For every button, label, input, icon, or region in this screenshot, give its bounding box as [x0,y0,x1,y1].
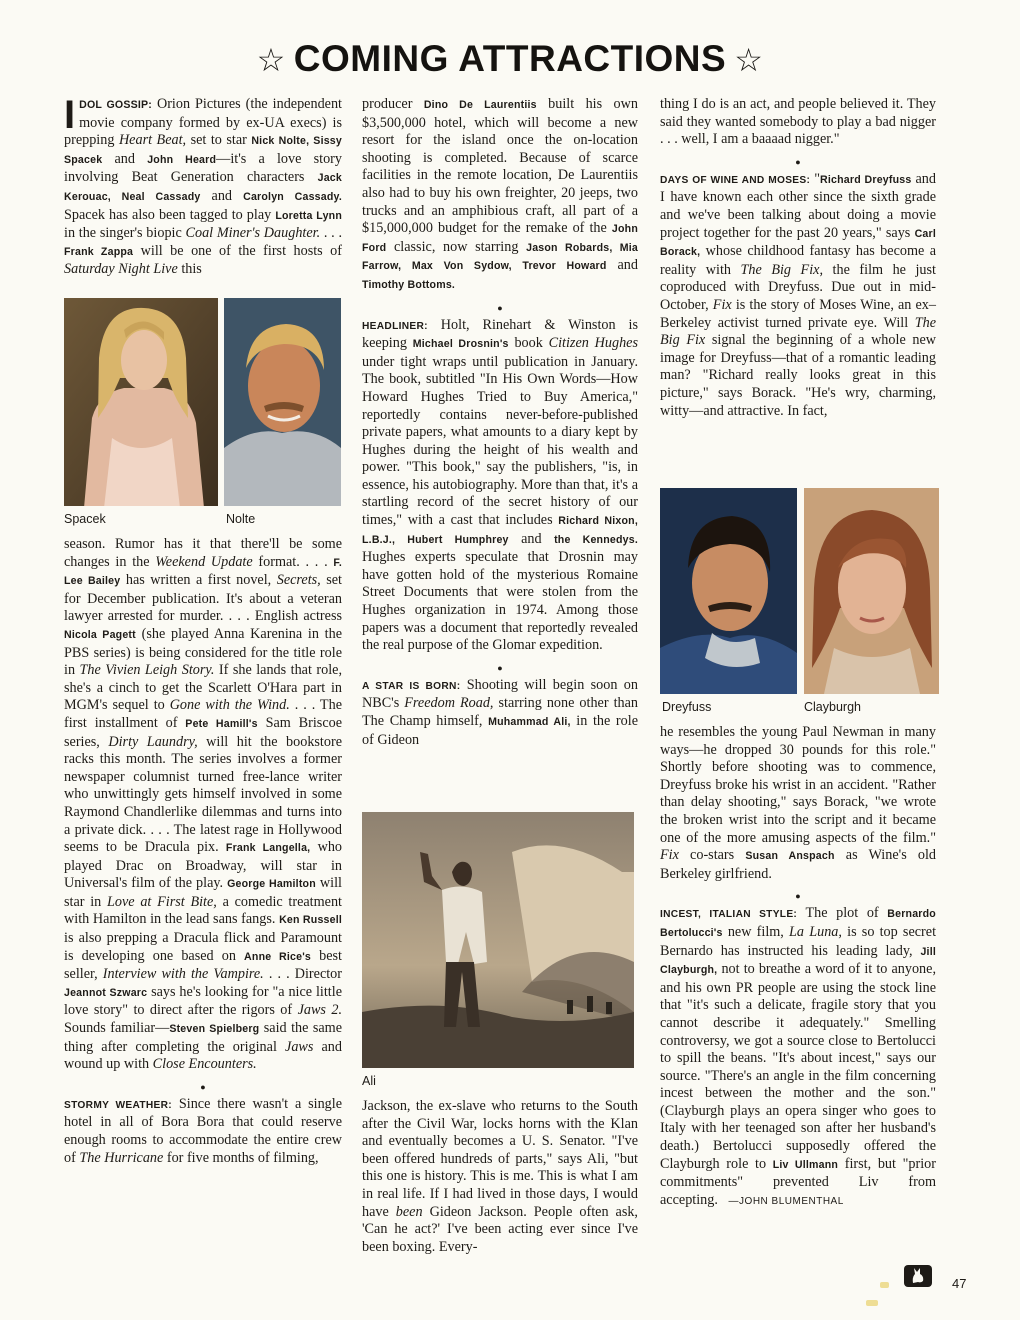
photo-spacek [64,298,218,506]
section-label: DOL GOSSIP: [79,99,152,111]
section-divider-dot: ● [795,891,801,902]
photo-ali-illustration [362,812,634,1068]
photo-nolte [224,298,341,506]
column-3-bottom [660,724,936,1210]
paragraph-idol-gossip-cont: season. Rumor has it that there'll be some changes in the Weekend Update format. . . . F. Lee Bailey has written a first novel, Secrets, set for December publication. It's about a veteran lawyer arrested for murder. . . . English actress Nicola Pagett (she played Anna Karenina in the PBS series) is being considered for the title role in The Vivien Leigh Story. If she lands that role, she's a cinch to get the Scarlett O'Hara part in MGM's sequel to Gone with the Wind. . . . The first installment of Pete Hamill's Sam Briscoe series, Dirty Laundry, will hit the bookstore racks this month. The series involves a former newspaper columnist turned free-lance writer who unwittingly gets himself involved in some Raymond Chandlerlike dilemmas and turns into a private dick. . . . The latest rage in Hollywood seems to be Dracula pix. Frank Langella, who played Drac on Broadway, will star in Universal's film of the play. George Hamilton will star in Love at First Bite, a comedic treatment with Hamilton in the lead sans fangs. Ken Russell is also prepping a Dracula flick and Paramount is developing one based on Anne Rice's best seller, Interview with the Vampire. . . . Director Jeannot Szwarc says he's looking for "a nice little love story" to direct after the rigors of Jaws 2. Sounds familiar—Steven Spielberg said the same thing after completing the original Jaws and wound up with Close Encounters. [64,536,343,1073]
paragraph-days-of-wine-cont: he resembles the young Paul Newman in many ways—he dropped 30 pounds for this role." Shortly before shooting was to commence, Dreyfuss broke his wrist in an accident. "Rather than delay shooting," says Borack, "we wrote the broken wrist into the script and it became one of the more amusing aspects of the film." Fix co-stars Susan Anspach as Wine's old Berkeley girlfriend. [660,724,936,882]
caption-dreyfuss: Dreyfuss [662,700,712,714]
paragraph-stormy-weather: STORMY WEATHER: Since there wasn't a single hotel in all of Bora Bora that could reserve enough rooms to accommodate the entire crew of The Hurricane for five months of filming, [64,1095,343,1166]
star-outline-icon: ☆ [256,42,286,78]
section-divider-dot: ● [795,156,801,167]
paragraph-ali-quote: thing I do is an act, and people believed it. They said they wanted somebody to play a bad nigger . . . well, I am a baaaad nigger." [660,96,936,148]
photo-clayburgh [804,488,939,694]
paragraph-a-star-is-born: A STAR IS BORN: Shooting will begin soon on NBC's Freedom Road, starring none other than The Champ himself, Muhammad Ali, in the role of Gideon [362,676,639,748]
section-label: STORMY WEATHER: [64,1099,172,1111]
paper-smudge [866,1300,878,1306]
caption-nolte: Nolte [226,512,256,526]
page-title: COMING ATTRACTIONS [293,38,727,79]
section-label: A STAR IS BORN: [362,680,461,692]
paragraph-idol-gossip: IDOL GOSSIP: Orion Pictures (the independent movie company formed by ex-UA execs) is prepping Heart Beat, set to star Nick Nolte, Sissy Spacek and John Heard—it's a love story involving Beat Generation characters Jack Kerouac, Neal Cassady and Carolyn Cassady. Spacek has also been tagged to play Loretta Lynn in the singer's biopic Coal Miner's Daughter. . . . Frank Zappa will be one of the first hosts of Saturday Night Live this [64,93,343,278]
paper-smudge [880,1282,889,1288]
page-headline [0,38,1020,80]
paragraph-stormy-weather-cont: producer Dino De Laurentiis built his own $3,500,000 hotel, which will become a new resort for the island once the on-location shooting is completed. Because of scarce facilities in the remote location, De Laurentiis also had to buy his own freighter, 20 jeeps, two trucks and an amphibious craft, all part of a $15,000,000 budget for the remake of the John Ford classic, now starring Jason Robards, Mia Farrow, Max Von Sydow, Trevor Howard and Timothy Bottoms. [362,96,638,291]
section-divider-dot: ● [200,1081,206,1092]
paragraph-incest-italian-style: INCEST, ITALIAN STYLE: The plot of Bernardo Bertolucci's new film, La Luna, is so top secret Bernardo has instructed his leading lady, Jill Clayburgh, not to breathe a word of it to anyone, and his own PR people are using the stock line that "it's such a delicate, fragile story that you cannot describe it adequately." Smelling controversy, we got a source close to Bertolucci to spill the beans. "It's about incest," says our source. "There's an angle in the film concerning incest between the mother and the son." (Clayburgh plays an opera singer who goes to Italy with her teenaged son after her husband's death.) Bertolucci supposedly offered the Clayburgh role to Liv Ullmann first, but "prior commitments" prevented Liv from accepting. —JOHN BLUMENTHAL [660,905,937,1208]
paragraph-a-star-is-born-cont: Jackson, the ex-slave who returns to the South after the Civil War, locks horns with the Klan and eventually becomes a U. S. Senator. "I've been offered hundreds of parts," says Ali, "but this one is history. This is me. This is what I am in real life. If I had lived in those days, I would have been Gideon Jackson. People often ask, 'Can he act?' I've been acting ever since I've been boxing. Every- [362,1098,638,1255]
caption-clayburgh: Clayburgh [804,700,861,714]
paragraph-days-of-wine: DAYS OF WINE AND MOSES: "Richard Dreyfuss and I have known each other since the sixth grade and we've been talking about doing a movie project together for the past 20 years," says Carl Borack, whose childhood fantasy has become a reality with The Big Fix, the film he just coproduced with Dreyfuss. Due out in mid-October, Fix is the story of Moses Wine, an ex–Berkeley activist turned private eye. Will The Big Fix signal the beginning of a whole new image for Dreyfuss—that of a romantic leading man? "Richard really looks great in this picture," says Borack. "He's wry, charming, witty—and attractive. In fact, [660,170,936,419]
playboy-bunny-icon [904,1265,932,1287]
section-label: HEADLINER: [362,320,428,332]
column-3-top [660,96,936,420]
page-number: 47 [952,1276,967,1291]
byline: —JOHN BLUMENTHAL [728,1195,844,1207]
column-2-top [362,96,638,749]
column-1-top [64,93,343,279]
star-outline-icon: ☆ [734,42,764,78]
section-divider-dot: ● [497,302,503,313]
column-1-bottom [64,536,342,1167]
section-label: DAYS OF WINE AND MOSES: [660,174,811,186]
section-label: INCEST, ITALIAN STYLE: [660,909,798,921]
drop-cap: I [64,93,76,137]
photo-dreyfuss [660,488,797,694]
paragraph-headliner: HEADLINER: Holt, Rinehart & Winston is keeping Michael Drosnin's book Citizen Hughes under tight wraps until publication in January. The book, subtitled "In His Own Words—How Howard Hughes Tried to Buy America," reportedly contains never-before-published private papers, what amounts to a diary kept by Hughes during the height of his wealth and power. "This book," say the publishers, "is, in essence, his autobiography. More than that, it's a startling record of the secret history of our times," with a cast that includes Richard Nixon, L.B.J., Hubert Humphrey and the Kennedys. Hughes experts speculate that Drosnin may have gotten hold of the mysterious Romaine Street Documents that were stolen from the Hughes organization in 1974. Among those papers was a document that reportedly revealed the real purpose of the Glomar expedition. [362,316,638,654]
caption-ali: Ali [362,1074,376,1088]
column-2-bottom [362,1098,638,1256]
caption-spacek: Spacek [64,512,106,526]
section-divider-dot: ● [497,662,503,673]
